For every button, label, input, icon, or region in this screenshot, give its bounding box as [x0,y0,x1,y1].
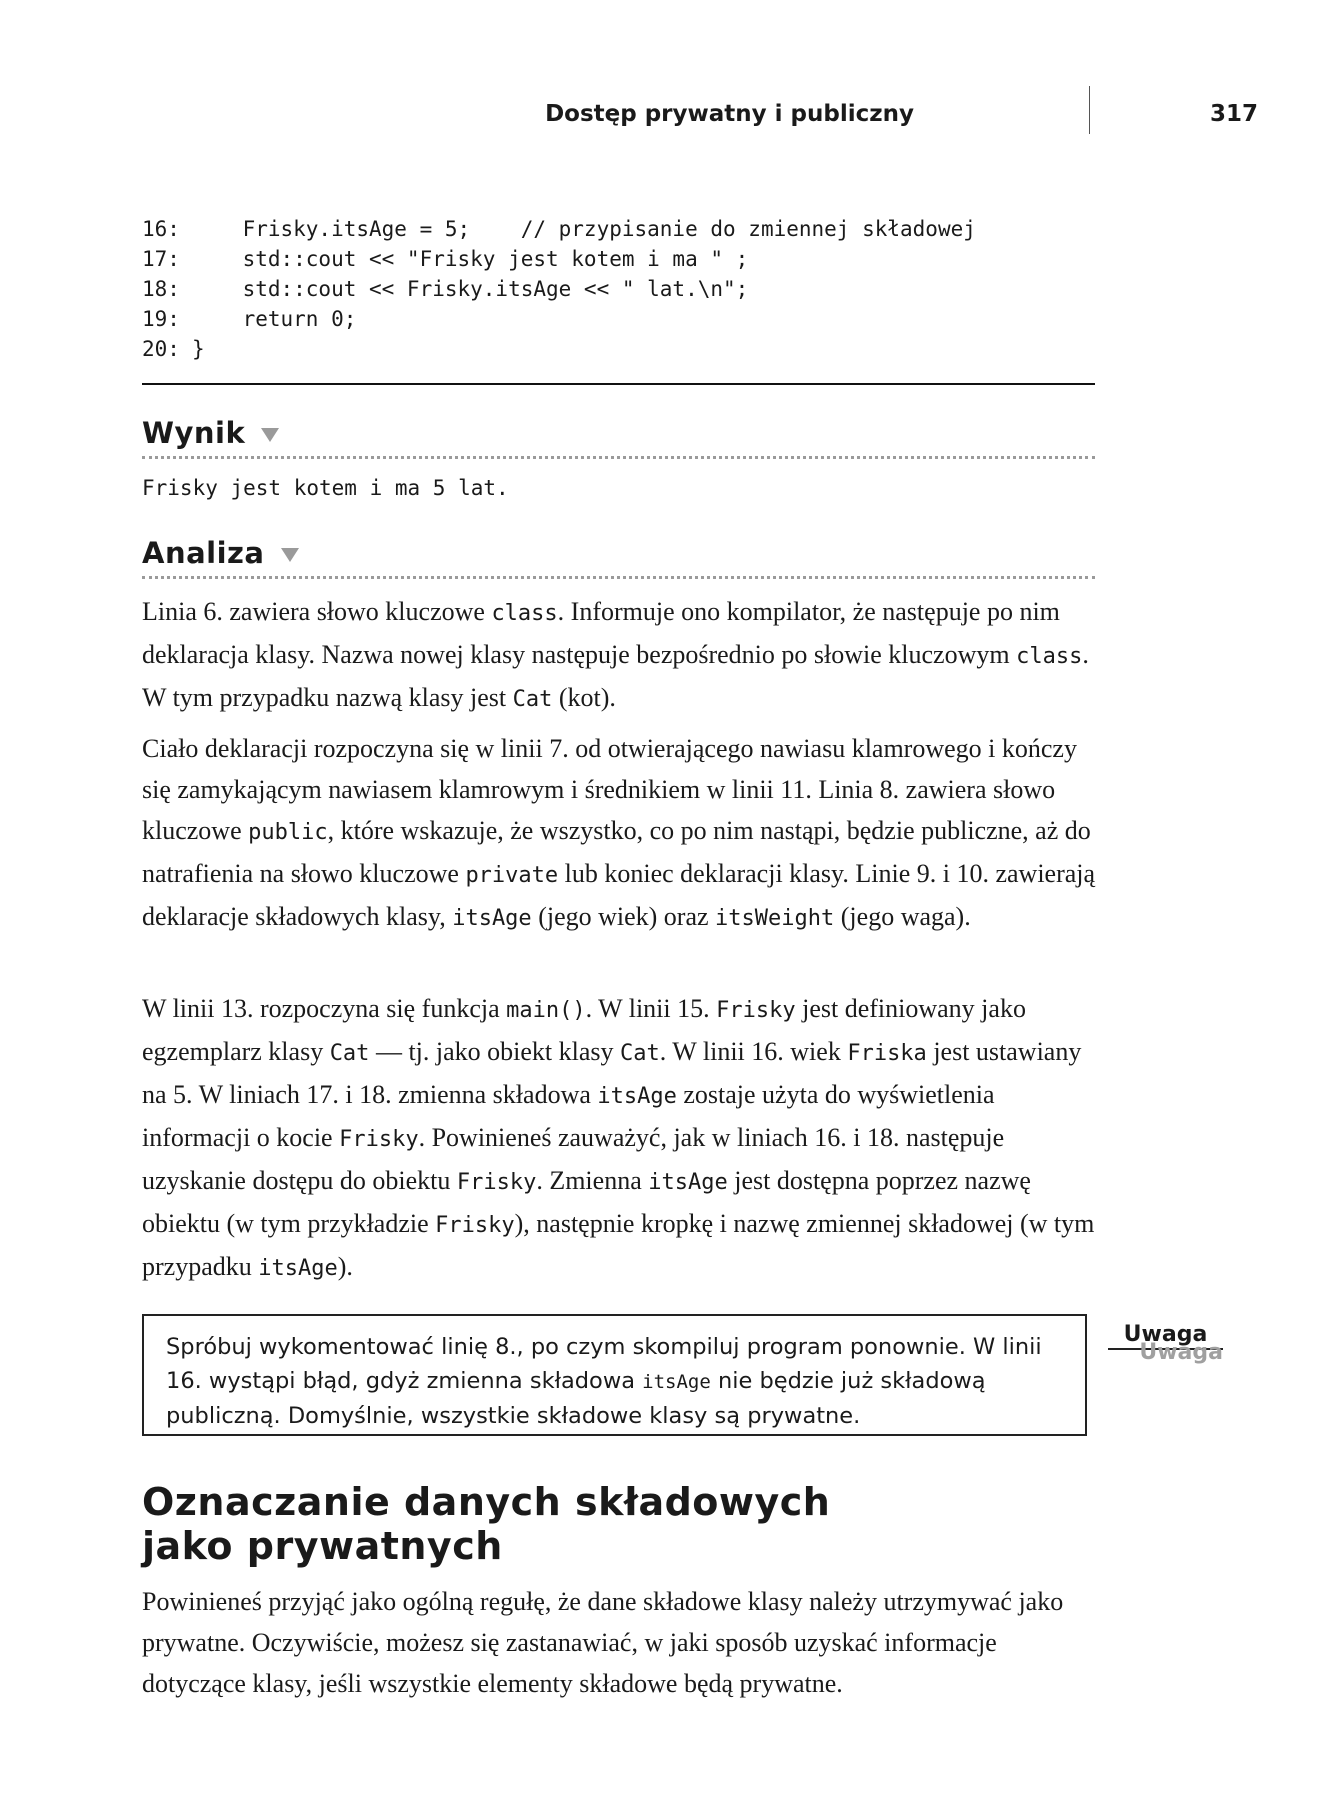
header-divider [1089,86,1090,134]
text-run: W linii 13. rozpoczyna się funkcja [142,994,507,1023]
text-run: — tj. jako obiekt klasy [369,1037,621,1066]
text-run: Spróbuj wykomentować linię 8., po czym skompiluj program ponownie. W linii 16. wystąpi błąd, gdyż zmienna składowa [166,1334,1042,1394]
text-run: Linia 6. zawiera słowo kluczowe [142,597,492,626]
line-number: 16: [142,217,180,241]
program-output: Frisky jest kotem i ma 5 lat. [142,476,509,500]
text-run: . Powinieneś zauważyć, jak w liniach 16. i 18. następuje uzyskanie dostępu do obiektu [142,1123,1005,1195]
text-run: lub koniec deklaracji klasy. Linie 9. i 10. zawierają deklaracje składowych klasy, [142,859,1096,931]
line-number: 18: [142,277,180,301]
inline-code: itsWeight [715,906,835,931]
inline-code: Cat [329,1041,370,1066]
code-line [142,274,1092,304]
inline-code: class [491,601,558,626]
analysis-divider [142,576,1095,579]
triangle-down-icon [261,428,279,442]
code-listing [142,214,1092,364]
text-run: ). [337,1252,353,1281]
text-run: . W linii 15. [585,994,717,1023]
inline-code: itsAge [597,1084,677,1109]
code-text: } [192,337,205,361]
text-run: (jego waga). [834,902,971,931]
section-heading [142,1480,830,1568]
note-label-text: Uwaga [1108,1322,1223,1350]
note-label-shadow: Uwaga [1139,1340,1223,1365]
text-run: . Zmienna [536,1166,649,1195]
text-run: . W linii 16. wiek [659,1037,848,1066]
code-text: std::cout << Frisky.itsAge << " lat.\n"; [192,277,749,301]
running-header-title: Dostęp prywatny i publiczny [545,101,914,127]
inline-code: main() [506,998,586,1023]
inline-code: Frisky [339,1127,419,1152]
page-number: 317 [1209,101,1258,127]
inline-code: Frisky [456,1170,537,1195]
code-text: Frisky.itsAge = 5; // przypisanie do zmiennej składowej [192,217,976,241]
analysis-paragraph-3 [142,988,1097,1289]
note-label [1108,1322,1223,1364]
analysis-heading-label: Analiza [142,536,265,570]
output-heading-label: Wynik [142,416,246,450]
inline-code: Cat [620,1041,660,1066]
line-number: 17: [142,247,180,271]
section-heading-line-1: Oznaczanie danych składowych [142,1480,831,1524]
inline-code: itsAge [642,1371,711,1393]
output-divider [142,456,1095,459]
inline-code: itsAge [648,1170,728,1195]
line-number: 19: [142,307,180,331]
text-run: . W tym przypadku nazwą klasy jest [142,640,1089,712]
code-text: return 0; [192,307,357,331]
section-heading-line-2: jako prywatnych [142,1524,503,1568]
inline-code: public [248,820,328,845]
text-run: Ciało deklaracji rozpoczyna się w linii 7. od otwierającego nawiasu klamrowego i kończy się zamykającym nawiasem klamrowym i średnikiem w linii 11. Linia 8. zawiera słowo kluczowe [142,734,1077,845]
inline-code: class [1016,644,1083,669]
code-line [142,244,1092,274]
code-text: std::cout << "Frisky jest kotem i ma " ; [192,247,749,271]
analysis-paragraph-1 [142,591,1097,720]
inline-code: itsAge [452,906,532,931]
text-run: (kot). [552,683,616,712]
section-paragraph: Powinieneś przyjąć jako ogólną regułę, że dane składowe klasy należy utrzymywać jako prywatne. Oczywiście, możesz się zastanawiać, w jaki sposób uzyskać informacje dotyczące klasy, jeśli wszystkie elementy składowe będą prywatne. [142,1587,1064,1698]
code-line [142,304,1092,334]
code-line [142,334,1092,364]
note-box [142,1314,1087,1436]
text-run: . Informuje ono kompilator, że następuje po nim deklaracja klasy. Nazwa nowej klasy następuje bezpośrednio po słowie kluczowym [142,597,1060,669]
text-run: zostaje użyta do wyświetlenia informacji o kocie [142,1080,995,1152]
listing-end-rule [142,383,1095,385]
text-run: ), następnie kropkę i nazwę zmiennej składowej (w tym przypadku [142,1209,1095,1281]
analysis-paragraph-2 [142,728,1097,939]
output-heading [142,416,279,450]
code-line [142,214,1092,244]
inline-code: itsAge [258,1256,338,1281]
inline-code: Cat [512,687,553,712]
inline-code: Frisky [716,998,796,1023]
analysis-heading [142,536,299,570]
inline-code: Friska [847,1041,927,1066]
triangle-down-icon [281,548,299,562]
text-run: jest definiowany jako egzemplarz klasy [142,994,1026,1066]
text-run: (jego wiek) oraz [531,902,716,931]
inline-code: Frisky [435,1213,515,1238]
text-run: , które wskazuje, że wszystko, co po nim nastąpi, będzie publiczne, aż do natrafienia na słowo kluczowe [142,816,1091,888]
inline-code: private [465,863,559,888]
text-run: nie będzie już składową publiczną. Domyślnie, wszystkie składowe klasy są prywatne. [166,1368,986,1429]
line-number: 20: [142,337,180,361]
text-run: jest ustawiany na 5. W liniach 17. i 18. zmienna składowa [142,1037,1082,1109]
text-run: jest dostępna poprzez nazwę obiektu (w tym przykładzie [142,1166,1031,1238]
